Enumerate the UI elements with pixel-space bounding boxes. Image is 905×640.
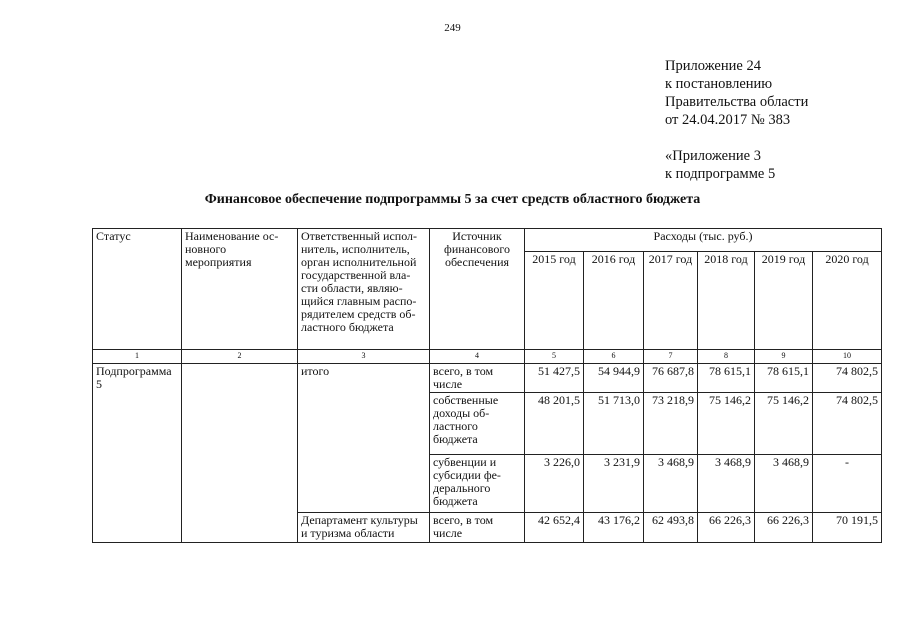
value-cell: 74 802,5 [813,364,882,393]
appendix-line: к подпрограмме 5 [665,166,776,182]
appendix-line: Правительства области [665,94,809,110]
value-cell: 66 226,3 [755,513,813,543]
value-cell: 75 146,2 [755,393,813,455]
value-cell: 78 615,1 [698,364,755,393]
column-index: 3 [298,350,430,364]
value-cell: 3 468,9 [644,455,698,513]
value-cell: 43 176,2 [584,513,644,543]
value-cell: 73 218,9 [644,393,698,455]
value-cell: 3 468,9 [698,455,755,513]
table-row [93,364,882,393]
column-index: 1 [93,350,182,364]
header-name: Наименование ос-новного мероприятия [182,229,298,350]
value-cell: 51 427,5 [525,364,584,393]
column-index: 9 [755,350,813,364]
value-cell: 66 226,3 [698,513,755,543]
column-index: 6 [584,350,644,364]
status-cell: Подпрограмма 5 [93,364,182,543]
source-cell: всего, в том числе [430,364,525,393]
column-index: 2 [182,350,298,364]
header-status: Статус [93,229,182,350]
appendix-gap [665,129,808,147]
header-responsible: Ответственный испол-нитель, исполнитель, орган исполнительной государственной вла-сти области, являю-щийся главным распо-рядителем средств об-ластного бюджета [298,229,430,350]
header-source: Источник финансового обеспечения [430,229,525,350]
value-cell: 75 146,2 [698,393,755,455]
column-index: 5 [525,350,584,364]
column-index-row [93,350,882,364]
value-cell: 48 201,5 [525,393,584,455]
header-year: 2018 год [698,251,755,349]
header-year: 2020 год [813,251,882,349]
appendix-line: Приложение 24 [665,58,761,74]
source-cell: собственные доходы об-ластного бюджета [430,393,525,455]
column-index: 4 [430,350,525,364]
header-year: 2017 год [644,251,698,349]
appendix-line: от 24.04.2017 № 383 [665,112,791,128]
header-year: 2019 год [755,251,813,349]
value-cell: 3 226,0 [525,455,584,513]
appendix-block [665,57,808,183]
header-year: 2015 год [525,251,584,349]
header-row [93,229,882,252]
value-cell: 76 687,8 [644,364,698,393]
financing-table [92,228,882,543]
responsible-cell: Департамент культуры и туризма области [298,513,430,543]
source-cell: всего, в том числе [430,513,525,543]
column-index: 7 [644,350,698,364]
value-cell: 3 468,9 [755,455,813,513]
value-cell: 62 493,8 [644,513,698,543]
header-expenses: Расходы (тыс. руб.) [525,229,882,252]
document-title: Финансовое обеспечение подпрограммы 5 за счет средств областного бюджета [204,192,701,207]
value-cell: 70 191,5 [813,513,882,543]
column-index: 8 [698,350,755,364]
name-cell [182,364,298,543]
value-cell: 51 713,0 [584,393,644,455]
source-cell: субвенции и субсидии фе-дерального бюджета [430,455,525,513]
value-cell: 54 944,9 [584,364,644,393]
column-index: 10 [813,350,882,364]
value-cell: - [813,455,882,513]
value-cell: 74 802,5 [813,393,882,455]
value-cell: 78 615,1 [755,364,813,393]
value-cell: 42 652,4 [525,513,584,543]
appendix-line: к постановлению [665,76,773,92]
value-cell: 3 231,9 [584,455,644,513]
appendix-line: «Приложение 3 [665,148,761,164]
page-number: 249 [444,22,461,34]
header-year: 2016 год [584,251,644,349]
responsible-cell: итого [298,364,430,513]
